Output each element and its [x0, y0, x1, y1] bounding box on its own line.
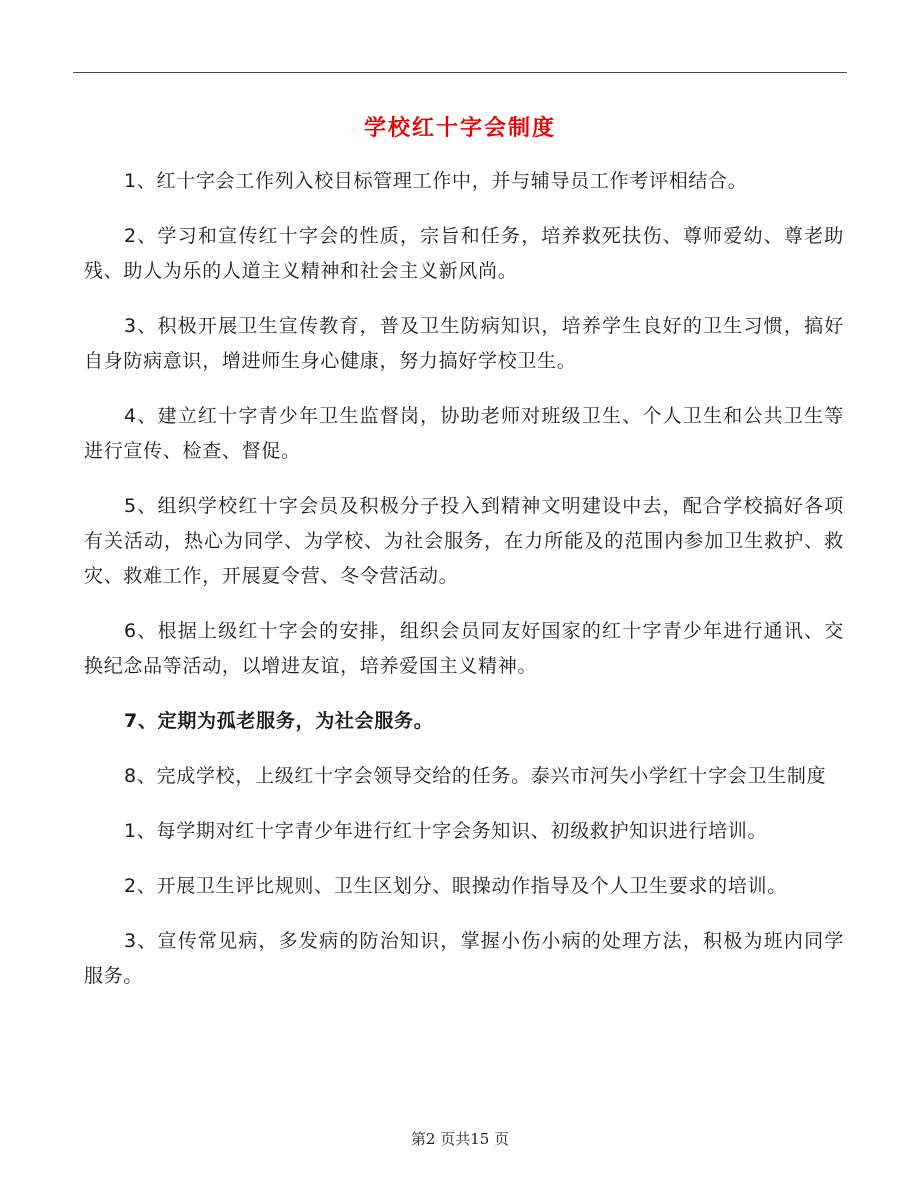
document-title: 学校红十字会制度 — [363, 115, 556, 141]
paragraph-8: 8、完成学校，上级红十字会领导交给的任务。泰兴市河失小学红十字会卫生制度 — [124, 765, 827, 787]
paragraph-7: 7、定期为孤老服务，为社会服务。 — [124, 710, 434, 732]
paragraph-11: 3、宣传常见病，多发病的防治知识，掌握小伤小病的处理方法，积极为班内同学服务。 — [84, 930, 844, 987]
document-body — [84, 164, 844, 1014]
header-divider — [73, 72, 847, 73]
paragraph-10: 2、开展卫生评比规则、卫生区划分、眼操动作指导及个人卫生要求的培训。 — [124, 875, 787, 897]
page-number: 第2 页共15 页 — [410, 1130, 510, 1148]
paragraph-4: 4、建立红十字青少年卫生监督岗，协助老师对班级卫生、个人卫生和公共卫生等进行宣传、检查、督促。 — [84, 405, 844, 462]
paragraph-9: 1、每学期对红十字青少年进行红十字会务知识、初级救护知识进行培训。 — [124, 820, 768, 842]
paragraph-2: 2、学习和宣传红十字会的性质，宗旨和任务，培养救死扶伤、尊师爱幼、尊老助残、助人为乐的人道主义精神和社会主义新风尚。 — [84, 225, 844, 282]
paragraph-1: 1、红十字会工作列入校目标管理工作中，并与辅导员工作考评相结合。 — [124, 170, 748, 192]
paragraph-3: 3、积极开展卫生宣传教育，普及卫生防病知识，培养学生良好的卫生习惯，搞好自身防病意识，增进师生身心健康，努力搞好学校卫生。 — [84, 315, 844, 372]
paragraph-6: 6、根据上级红十字会的安排，组织会员同友好国家的红十字青少年进行通讯、交换纪念品等活动，以增进友谊，培养爱国主义精神。 — [84, 620, 844, 677]
paragraph-5: 5、组织学校红十字会员及积极分子投入到精神文明建设中去，配合学校搞好各项有关活动，热心为同学、为学校、为社会服务，在力所能及的范围内参加卫生救护、救灾、救难工作，开展夏令营、冬令营活动。 — [84, 495, 844, 587]
